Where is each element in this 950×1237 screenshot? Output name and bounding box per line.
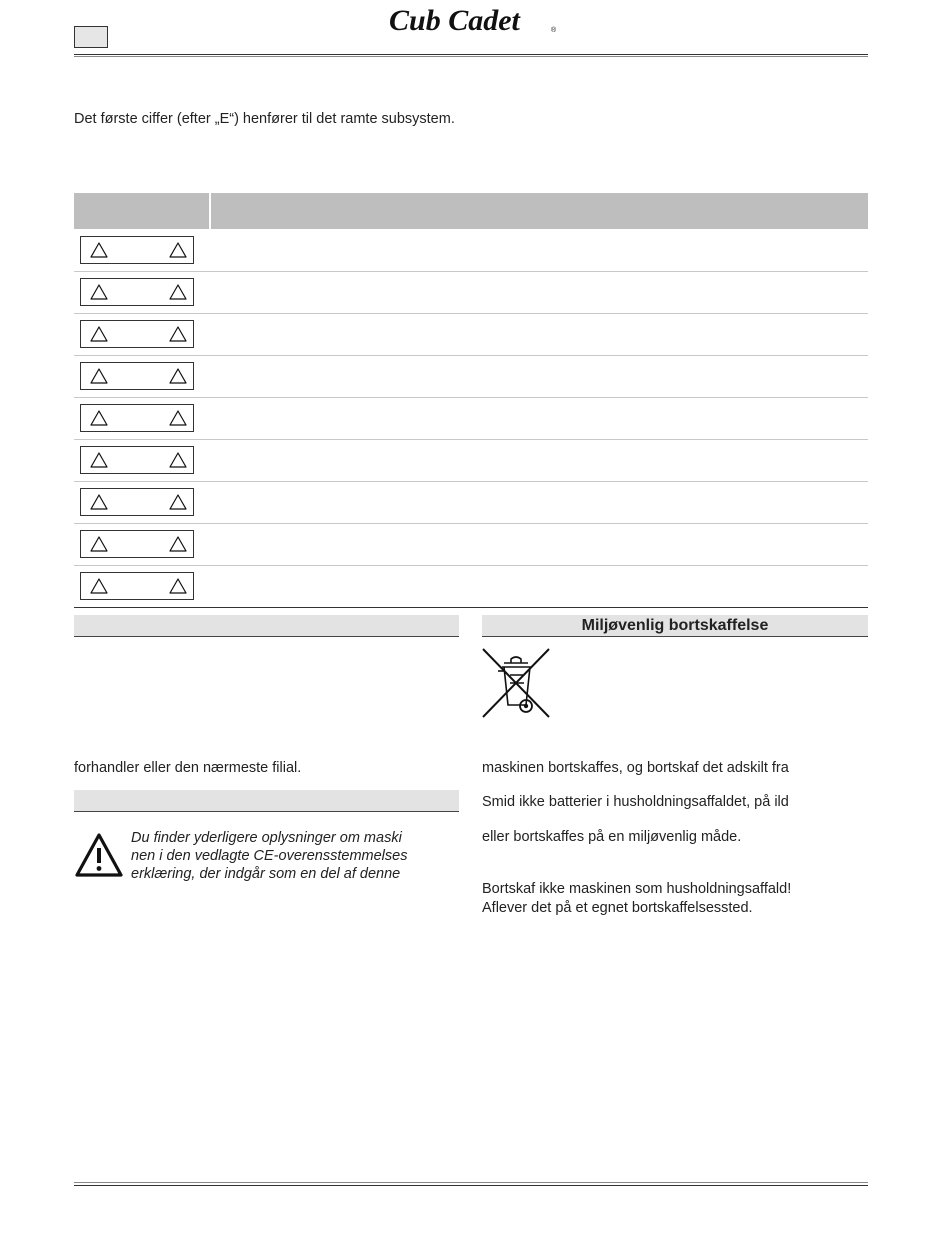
intro-text: Det første ciffer (efter „E“) henfører til det ramte subsystem. [74,111,455,127]
error-code-box [80,320,194,348]
svg-text:®: ® [551,27,557,34]
warning-triangle-icon [169,368,187,384]
ce-note-line: nen i den vedlagte CE-overensstemmelses [131,848,408,864]
warning-triangle-icon [169,284,187,300]
table-row [74,566,868,608]
error-code-box [80,362,194,390]
svg-text:Cub Cadet: Cub Cadet [389,4,520,36]
warning-triangle-icon [169,578,187,594]
brand-logo [383,2,573,36]
crossed-bin-icon [480,647,552,719]
disposal-line: Smid ikke batterier i husholdningsaffaldet, på ild [482,794,789,810]
error-code-box [80,404,194,432]
table-row [74,398,868,440]
ce-note-line: erklæring, der indgår som en del af denne [131,866,401,882]
warning-triangle-icon [169,494,187,510]
header-rule-thin [74,56,868,57]
error-code-box [80,488,194,516]
disposal-final-line: Aflever det på et egnet bortskaffelsessted. [482,900,753,916]
table-header [74,193,868,229]
warning-triangle-icon [90,284,108,300]
warning-triangle-icon [90,368,108,384]
warning-triangle-icon [90,242,108,258]
ce-section-header [74,790,459,812]
error-code-box [80,446,194,474]
error-code-box [80,530,194,558]
warning-triangle-icon [90,494,108,510]
ce-note-line: Du finder yderligere oplysninger om maski [131,830,402,846]
table-row [74,230,868,272]
footer-rule [74,1185,868,1186]
warning-triangle-icon [169,536,187,552]
footer-rule-thin [74,1182,868,1183]
table-row [74,482,868,524]
warning-triangle-icon [169,326,187,342]
error-code-box [80,278,194,306]
disposal-section-title: Miljøvenlig bortskaffelse [482,615,868,637]
warning-icon [74,832,124,878]
warning-triangle-icon [169,410,187,426]
header-rule [74,54,868,55]
error-code-box [80,236,194,264]
table-row [74,356,868,398]
page-number-box [74,26,108,48]
warning-triangle-icon [90,536,108,552]
warning-triangle-icon [169,242,187,258]
table-header-divider [209,193,211,229]
table-row [74,440,868,482]
table-row [74,272,868,314]
left-section-header [74,615,459,637]
warning-triangle-icon [90,326,108,342]
table-row [74,314,868,356]
table-row [74,524,868,566]
warning-triangle-icon [90,452,108,468]
error-code-box [80,572,194,600]
disposal-line: eller bortskaffes på en miljøvenlig måde. [482,829,742,845]
disposal-final-line: Bortskaf ikke maskinen som husholdningsaffald! [482,881,792,897]
ce-note [131,829,407,883]
warning-triangle-icon [90,410,108,426]
warning-triangle-icon [90,578,108,594]
warning-triangle-icon [169,452,187,468]
disposal-line: maskinen bortskaffes, og bortskaf det adskilt fra [482,760,789,776]
dealer-text: forhandler eller den nærmeste filial. [74,760,302,776]
